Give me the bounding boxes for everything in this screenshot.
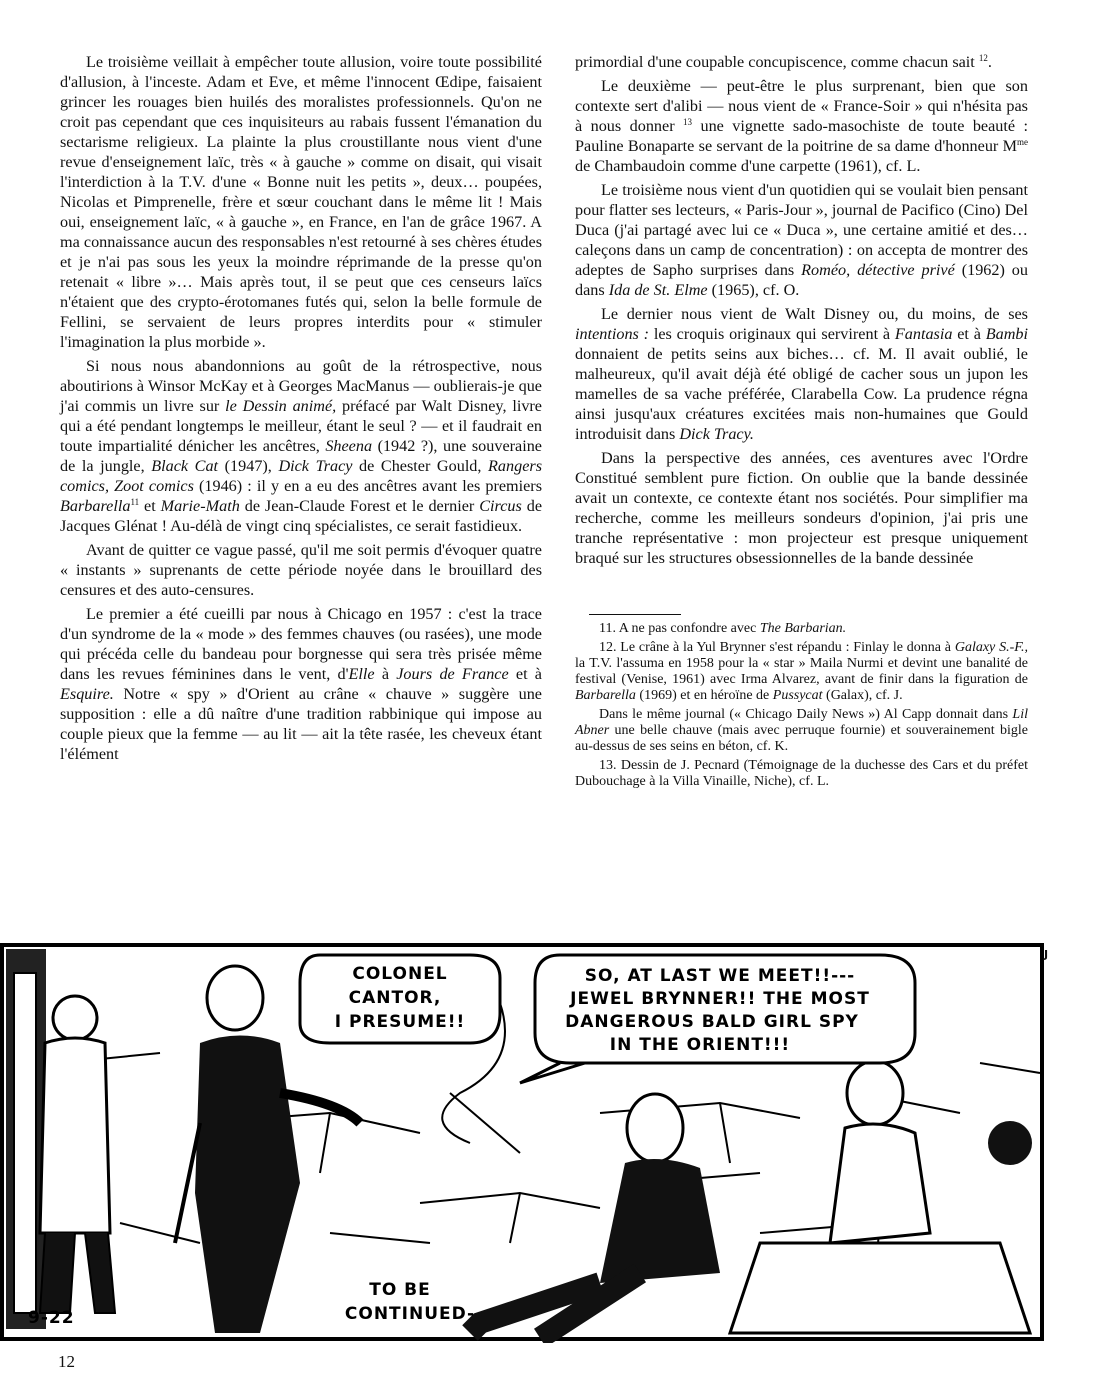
footnote-12-continued: Dans le même journal (« Chicago Daily News ») Al Capp donnait dans Lil Abner une belle chauve (mais avec perruque fournie) et souverainement bigle au-dessus de ses seins en béton, cf. K. (575, 707, 1028, 754)
paragraph: Le troisième nous vient d'un quotidien qui se voulait bien pensant pour flatter ses lecteurs, « Paris-Jour », journal de Pacifico (Cino) Del Duca (j'ai partagé avec lui ce « Duca », une certaine amitié et des… caleçons dans un camp de concentration) : on accepta de montrer des adeptes de Sapho surprises dans Roméo, détective privé (1962) ou dans Ida de St. Elme (1965), cf. O. (575, 181, 1028, 299)
paragraph: Si nous nous abandonnions au goût de la rétrospective, nous aboutirions à Winsor McKay et à Georges MacManus — oublierais-je que j'ai commis un livre sur le Dessin animé, préfacé par Walt Disney, livre qui a été pendant longtemps le meilleur, étant le seul ? — et il faudrait en toute impartialité dénicher les ancêtres, Sheena (1942 ?), une souveraine de la jungle, Black Cat (1947), Dick Tracy de Chester Gould, Rangers comics, Zoot comics (1946) : il y en a eu des ancêtres avant les premiers Barbarella$^{11}$ et Marie-Math de Jean-Claude Forest et le dernier Circus de Jacques Glénat ! Au-délà de vingt cinq spécialistes, ce serait fastidieux. (60, 357, 543, 535)
bubble-1-line-2: CANTOR, (348, 988, 442, 1008)
paragraph: Le dernier nous vient de Walt Disney ou, du moins, de ses intentions : les croquis originaux qui servirent à Fantasia et à Bambi donnaient de petits seins aux biches… cf. M. Il avait oublié, le malheureux, qu'il avait déjà été obligé de cacher sous un jupon les mamelles de sa vache préférée, Clarabella Cow. La prudence régna ainsi jusqu'aux créatures excitées mais non-humaines que Gould introduisit dans Dick Tracy. (575, 305, 1028, 443)
caption-line-2: CONTINUED- (344, 1304, 476, 1324)
comic-strip-panel (0, 943, 1050, 1343)
paragraph: Le deuxième — peut-être le plus surprenant, bien que son contexte sert d'alibi — nous vient de « France-Soir » qui n'hésita pas à nous donner $^{13}$ une vignette sado-masochiste de toute beauté : Pauline Bonaparte se servant de la poitrine de sa dame d'honneur $M^{me}$ de Chambaudoin comme d'une carpette (1961), cf. L. (575, 77, 1029, 175)
bubble-1-line-1: COLONEL (352, 964, 448, 984)
left-column (60, 52, 542, 768)
speech-bubble-1 (300, 955, 500, 1043)
bubble-2-line-4: IN THE ORIENT!!! (609, 1035, 791, 1055)
footnote-ref: 11 (130, 497, 140, 507)
figure-marker: J (1044, 948, 1049, 961)
strip-date: 9-22 (28, 1308, 75, 1328)
footnote-11: 11. A ne pas confondre avec The Barbarian. (599, 621, 847, 636)
bubble-2-line-1: SO, AT LAST WE MEET!!--- (584, 966, 856, 986)
paragraph: Le troisième veillait à empêcher toute allusion, voire toute possibilité d'allusion, à l'inceste. Adam et Eve, et même l'innocent Œdipe, faisaient grincer les rouages bien huilés des moralistes professionnels. Qu'on ne croit pas cependant que ces inquisiteurs au rabais fussent l'émanation du sectarisme religieux. La plainte la plus croustillante nous vient d'une revue d'enseignement laïc, très « à gauche » comme on disait, qui visait l'interdiction à la T.V. d'une « Bonne nuit les petits », deux… poupées, Nicolas et Pimprenelle, frère et sœur couchant dans le même lit ! Mais oui, enseignement laïc, « à gauche », en France, en l'an de grâce 1967. A ma connaissance aucun des responsables n'est retourné à ses chères études et je n'ai pas sous les yeux la moindre réprimande de la presse qu'on retenait « libre »… Mais après tout, il se peut que ces censeurs laïcs n'étaient que des crypto-érotomanes futés qui, selon la belle formule de Fellini, se servaient de leurs propres interdits pour « stimuler l'imagination la plus morbide ». (60, 53, 542, 351)
footnotes (575, 621, 1028, 790)
bubble-2-line-3: DANGEROUS BALD GIRL SPY (565, 1012, 859, 1032)
paragraph: Avant de quitter ce vague passé, qu'il me soit permis d'évoquer quatre « instants » suprenants de cette période noyée dans le brouillard des censures et des auto-censures. (60, 541, 542, 599)
footnote-13: 13. Dessin de J. Pecnard (Témoignage de la duchesse des Cars et du préfet Dubouchage à la Villa Vinaille, Niche), cf. L. (575, 758, 1028, 789)
paragraph: Dans la perspective des années, ces aventures avec l'Ordre Constitué semblent pure fiction. On oublie que la bande dessinée avait un contexte, ce contexte étant nos sociétés. Pour simplifier ma recherche, comme les meilleurs sondeurs d'opinion, j'ai pris une tranche représentative : mon projecteur est presque uniquement braqué sur les structures obsessionnelles de la bande dessinée (575, 449, 1028, 567)
page-number: 12 (58, 1352, 75, 1371)
bubble-1-line-3: I PRESUME!! (334, 1012, 466, 1032)
speech-bubble-2 (520, 955, 915, 1083)
bubble-2-line-2: JEWEL BRYNNER!! THE MOST (570, 989, 870, 1009)
paragraph: Le premier a été cueilli par nous à Chicago en 1957 : c'est la trace d'un syndrome de la « mode » des femmes chauves (ou rasées), une mode qui précéda celle du bandeau pour borgnesse qui sera très prisée même dans les revues féminines dans le vent, d'Elle à Jours de France et à Esquire. Notre « spy » d'Orient au crâne « chauve » suggère une supposition : elle a dû naître d'une tradition rabbinique qui impose au couple pieux que la femme — au lit — ait la tête rasée, les cheveux étant l'élément (60, 605, 542, 763)
right-column (575, 52, 1028, 793)
caption-line-1: TO BE (369, 1280, 431, 1300)
paragraph: primordial d'une coupable concupiscence, comme chacun sait $^{12}$. (575, 53, 992, 71)
footnote-12: 12. Le crâne à la Yul Brynner s'est répandu : Finlay le donna à Galaxy S.-F., la T.V. l'assuma en 1958 pour la « star » Maila Nurmi et devint une banalité de festival (Venise, 1961) avec Irma Alvarez, avant de finir dans la figuration de Barbarella (1969) et en héroïne de Pussycat (Galax), cf. J. (575, 640, 1028, 703)
footnote-divider (589, 614, 681, 615)
